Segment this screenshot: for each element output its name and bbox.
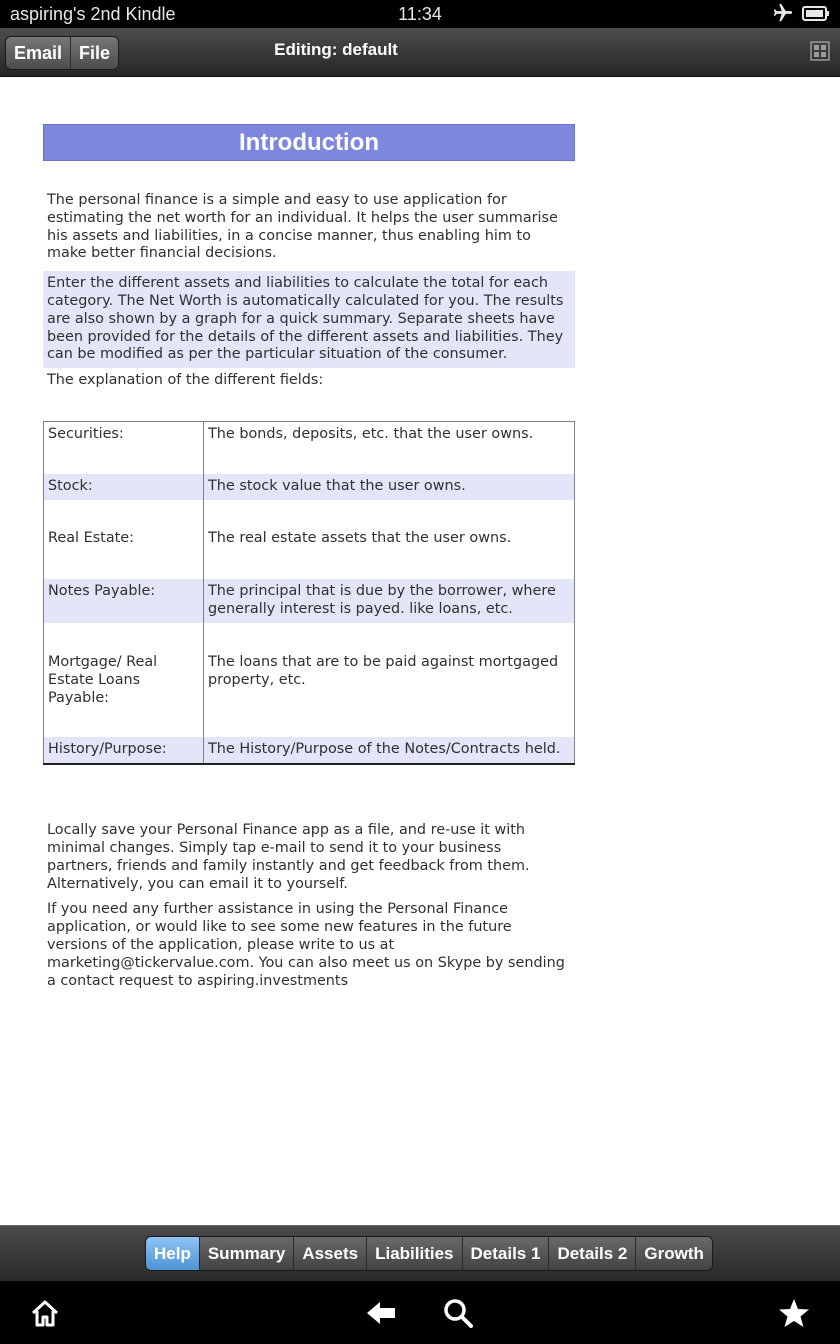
file-button[interactable]: File <box>70 37 118 69</box>
field-description: The History/Purpose of the Notes/Contracts held. <box>204 737 575 764</box>
favorites-icon[interactable] <box>778 1297 810 1329</box>
status-bar <box>0 0 840 28</box>
table-row <box>44 737 575 764</box>
tab-help[interactable]: Help <box>146 1237 199 1270</box>
sheet-tab-bar <box>0 1225 840 1281</box>
field-label: Notes Payable: <box>44 579 204 623</box>
tab-assets[interactable]: Assets <box>293 1237 366 1270</box>
field-description: The bonds, deposits, etc. that the user owns. <box>208 425 534 442</box>
table-row <box>44 474 575 500</box>
field-label: Securities: <box>44 421 204 474</box>
fields-intro: The explanation of the different fields: <box>47 372 324 389</box>
tab-liabilities[interactable]: Liabilities <box>366 1237 461 1270</box>
top-toolbar <box>0 28 840 77</box>
fullscreen-icon[interactable] <box>810 41 830 61</box>
contact-paragraph: If you need any further assistance in using the Personal Finance application, or would like to see some new features in the future versions of the application, please write to us at marketing@tickervalue.com. You can also meet us on Skype by sending a contact request to aspiring.investments <box>47 901 565 989</box>
field-description: The stock value that the user owns. <box>204 474 575 500</box>
field-label: Stock: <box>44 474 204 500</box>
field-description: The real estate assets that the user owns. <box>208 530 512 547</box>
instructions-paragraph: Enter the different assets and liabilities to calculate the total for each category. The Net Worth is automatically calculated for you. The results are also shown by a graph for a quick summary. Separate sheets have been provided for the details of the different assets and liabilities. They can be modified as per the particular situation of the consumer. <box>43 271 575 368</box>
intro-paragraph: The personal finance is a simple and easy to use application for estimating the net worth for an individual. It helps the user summarise his assets and liabilities, in a concise manner, thus enabling him to make better financial decisions. <box>47 192 558 262</box>
clock: 11:34 <box>398 4 442 24</box>
save-paragraph: Locally save your Personal Finance app as a file, and re-use it with minimal changes. Simply tap e-mail to send it to your business partners, friends and family instantly and get feedback from them. Alternatively, you can email it to yourself. <box>47 822 530 892</box>
table-row <box>44 623 575 737</box>
field-label: History/Purpose: <box>44 737 204 764</box>
system-nav-bar <box>0 1281 840 1344</box>
table-row <box>44 500 575 579</box>
table-row <box>44 421 575 474</box>
search-icon[interactable] <box>442 1297 474 1329</box>
tab-details-1[interactable]: Details 1 <box>462 1237 549 1270</box>
tab-growth[interactable]: Growth <box>635 1237 712 1270</box>
tab-summary[interactable]: Summary <box>199 1237 293 1270</box>
field-description: The loans that are to be paid against mortgaged property, etc. <box>208 654 559 689</box>
fields-table <box>43 421 575 765</box>
field-label: Mortgage/ Real Estate Loans Payable: <box>44 623 204 737</box>
back-icon[interactable] <box>365 1297 397 1329</box>
sheet-tabs <box>145 1236 713 1271</box>
device-name: aspiring's 2nd Kindle <box>10 4 176 24</box>
field-label: Real Estate: <box>44 500 204 579</box>
help-content <box>43 124 575 990</box>
home-icon[interactable] <box>29 1297 61 1329</box>
airplane-icon <box>772 2 794 24</box>
battery-icon <box>802 5 830 22</box>
page-title: Editing: default <box>274 40 398 59</box>
field-description: The principal that is due by the borrower, where generally interest is payed. like loans, etc. <box>204 579 575 623</box>
section-heading: Introduction <box>43 124 575 161</box>
tab-details-2[interactable]: Details 2 <box>548 1237 635 1270</box>
email-button[interactable]: Email <box>6 37 70 69</box>
table-row <box>44 579 575 623</box>
